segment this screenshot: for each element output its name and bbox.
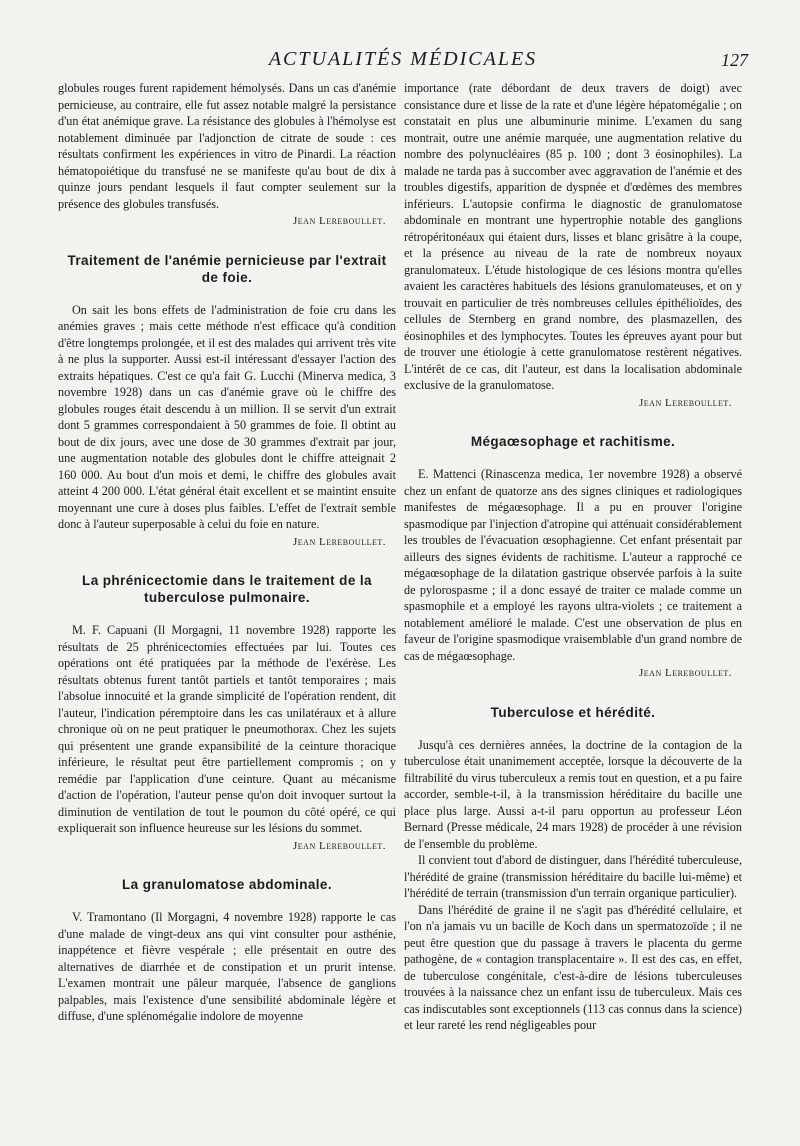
article-signature-anemie: Jean Lereboullet. (293, 535, 386, 548)
right-column (404, 80, 742, 1034)
left-column (58, 80, 396, 1025)
article-title-megaoesophage: Mégaœsophage et rachitisme. (470, 434, 676, 449)
article-signature-phrenicectomie: Jean Lereboullet. (293, 839, 386, 852)
running-title: ACTUALITÉS MÉDICALES (268, 48, 538, 70)
article-title-anemie: Traitement de l'anémie pernicieuse par l'extrait de foie. (67, 252, 387, 285)
article-body-tuberculose-2: Il convient tout d'abord de distinguer, dans l'hérédité tuberculeuse, l'hérédité de graine (transmission héréditaire du bacille lui-même) et l'hérédité de terrain (transmission d'un terrain organique particulier). (404, 853, 742, 900)
article-body-megaoesophage: E. Mattenci (Rinascenza medica, 1er novembre 1928) a observé chez un enfant de quatorze ans des signes cliniques et radiologiques manifestes de mégaœsophage. Il a pu en prouver l'origine spasmodique par l'injection d'atropine qui atténuait considérablement les troubles de l'évacuation œsophagienne. Cet enfant présentait par ailleurs des signes évidents de rachitisme. L'auteur a rapproché ce mégaœsophage de la dilatation gastrique observée parfois à la suite de pylorospasme ; il a donc essayé de traiter ce malade comme un spasmophile et a employé les rayons ultra-violets ; ce traitement a notablement amélioré le malade. C'est une observation de plus en faveur de l'origine spasmodique vraisemblable d'un grand nombre de cas de mégaœsophage. (404, 467, 742, 663)
article-title-granulomatose: La granulomatose abdominale. (122, 877, 332, 892)
granulomatose-signature: Jean Lereboullet. (639, 396, 732, 409)
article-body-anemie: On sait les bons effets de l'administration de foie cru dans les anémies graves ; mais cette méthode n'est efficace qu'à condition d'être longtemps prolongée, et il est des malades qui arrivent très vite à ne plus la supporter. Aussi est-il intéressant d'essayer l'action des extraits hépatiques. C'est ce qu'a fait G. Lucchi (Minerva medica, 3 novembre 1928) dans un cas d'anémie grave où le chiffre des globules rouges était descendu à un million. Il se servit d'un extrait dont 5 grammes correspondaient à 50 grammes de foie. Il obtint au bout de dix jours, avec une dose de 30 grammes d'extrait par jour, une augmentation notable des globules dont le chiffre atteignait 2 160 000. Au bout d'un mois et demi, le chiffre des globules avait atteint 4 200 000. L'état général était excellent et se maintint ensuite moyennant une cure à doses plus faibles. L'effet de l'extrait semble donc à l'auteur superposable à celui du foie en nature. (58, 302, 396, 531)
article-body-granulomatose: V. Tramontano (Il Morgagni, 4 novembre 1928) rapporte le cas d'une malade de vingt-deux ans qui vint consulter pour asthénie, inappétence et fièvre vespérale ; elle présentait en outre des alternatives de diarrhée et de constipation et un prurit intense. L'examen montrait une pâleur marquée, l'absence de ganglions palpables, mais l'existence d'une sensibilité abdominale légère et diffuse, d'une splénomégalie indolore de moyenne (58, 910, 396, 1023)
article-body-phrenicectomie: M. F. Capuani (Il Morgagni, 11 novembre 1928) rapporte les résultats de 25 phrénicectomies effectuées par lui. Toutes ces opérations ont été pratiquées par la méthode de l'exérèse. Les résultats obtenus furent tantôt partiels et tantôt temporaires ; mais l'absolue innocuité et la grande simplicité de l'opération rendent, dit l'auteur, l'indication péremptoire dans les cas unilatéraux et à allure chronique où on ne peut pratiquer le pneumothorax. Chez les sujets qui présentent une grande expansibilité de la ceinture thoracique inférieure, le résultat peut être partiellement compromis ; on y remédie par l'application d'une ceinture. Quant au mécanisme d'action de l'opération, l'auteur pense qu'on doit invoquer surtout la diminution de ventilation de tout le poumon du côté opéré, ce qui expliquerait son influence heureuse sur les lésions du sommet. (58, 623, 396, 835)
intro-signature: Jean Lereboullet. (293, 215, 386, 227)
page-number: 127 (721, 50, 748, 70)
article-title-tuberculose: Tuberculose et hérédité. (490, 704, 656, 720)
page-header (58, 46, 748, 76)
article-body-tuberculose-3: Dans l'hérédité de graine il ne s'agit pas d'hérédité cellulaire, et l'on n'a jamais vu un bacille de Koch dans un spermatozoïde ; il ne peut être question que du passage à travers le placenta du germe pathogène, de « contagion transplacentaire ». Il est des cas, en effet, de tuberculose congénitale, c'est-à-dire de lésions tuberculeuses trouvées à la naissance chez un enfant issu de tuberculeux. Mais ces cas indiscutables sont exceptionnels (113 cas connus dans la science) et leur rareté les rend négligeables pour (404, 902, 742, 1032)
granulomatose-continued: importance (rate débordant de deux travers de doigt) avec consistance dure et lisse de la rate et d'une légère hépatomégalie ; on constatait en plus une albuminurie minime. L'examen du sang montrait, outre une anémie marquée, une augmentation relative du nombre des polynucléaires (85 p. 100 ; dont 3 éosinophiles). La malade ne tarda pas à succomber avec aggravation de l'anémie et des troubles digestifs, apparition de dyspnée et d'œdèmes des membres inférieurs. L'autopsie confirma le diagnostic de granulomatose abdominale en montrant une hypertrophie notable des ganglions rétropéritonéaux qui étaient durs, lisses et blanc grisâtre à la coupe, et la présence au niveau de la rate de nombreux noyaux granulomateux. L'étude histologique de ces lésions montra qu'elles avaient les caractères habituels des lésions granulomateuses, et on y trouvait en particulier de très nombreuses cellules épithélioïdes, des cellules de Sternberg en grand nombre, des plasmazellen, des éosinophiles et des lymphocytes. Toutes les épreuves ayant pour but de trouver une étiologie à cette granulomatose restèrent négatives. L'intérêt de ce cas, dit l'auteur, est dans la localisation abdominale exclusive de la granulomatose. (404, 81, 742, 392)
article-signature-megaoesophage: Jean Lereboullet. (639, 667, 732, 679)
intro-paragraph: globules rouges furent rapidement hémolysés. Dans un cas d'anémie pernicieuse, au contraire, elle fut assez notable malgré la persistance d'un état anémique grave. La résistance des globules à l'hémolyse est notablement diminuée par l'adjonction de citrate de soude : ces résultats confirment les expériences in vitro de Pinardi. La réaction hématopoiétique du transfusé ne se manifeste qu'au bout de dix à quinze jours pendant lesquels il faut compter seulement sur la présence des globules transfusés. (58, 81, 396, 211)
article-body-tuberculose-1: Jusqu'à ces dernières années, la doctrine de la contagion de la tuberculose était unanimement acceptée, lorsque la découverte de la filtrabilité du virus tuberculeux a remis tout en question, et a pu faire accorder, semble-t-il, à la transmission héréditaire du bacille une place plus large. Aussi a-t-il paru opportun au professeur Léon Bernard (Presse médicale, 24 mars 1928) de procéder à une révision de l'ensemble du problème. (404, 737, 742, 851)
article-title-phrenicectomie: La phrénicectomie dans le traitement de la tuberculose pulmonaire. (82, 573, 372, 605)
